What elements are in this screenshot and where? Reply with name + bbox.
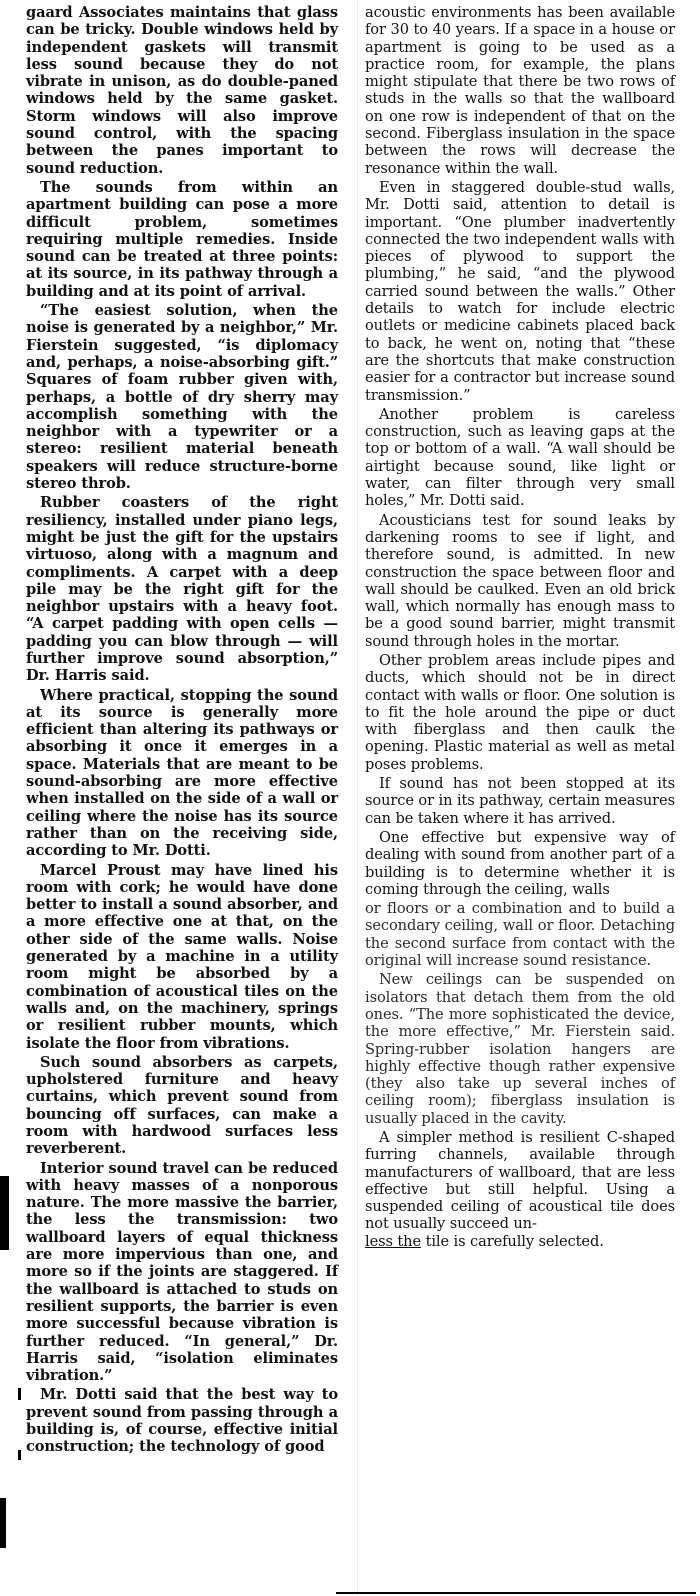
final-tail-text: tile is carefully selected.: [421, 1232, 604, 1250]
paragraph-careless-construction: Another problem is careless construction, such as leaving gaps at the top or bottom of a wall. “A wall should be airtight because sound, like light or water, can filter through very small holes,” Mr. Dotti said.: [365, 405, 675, 510]
right-column: [365, 4, 675, 1252]
scan-edge-mark: [0, 1498, 6, 1548]
paragraph-rubber-coasters: Rubber coasters of the right resiliency, installed under piano legs, might be just the gift for the upstairs virtuoso, along with a magnum and compliments. A carpet with a deep pile may be the right gift for the neighbor upstairs with a heavy foot. “A carpet padding with open cells — padding you can blow through — will further improve sound absorption,” Dr. Harris said.: [26, 494, 338, 685]
paragraph-sound-leaks: Acousticians test for sound leaks by darkening rooms to see if light, and therefore sound, is admitted. In new construction the space between floor and wall should be caulked. Even an old brick wall, which normally has enough mass to be a good sound barrier, might transmit sound through holes in the mortar.: [365, 511, 675, 650]
paragraph-absorbers: Such sound absorbers as carpets, upholstered furniture and heavy curtains, which prevent sound from bouncing off surfaces, can make a room with hardwood surfaces less reverberent.: [26, 1053, 338, 1158]
paragraph-stopping-source: Where practical, stopping the sound at its source is generally more efficient than altering its pathways or absorbing it once it emerges in a space. Materials that are meant to be sound-absorbing are more effective when installed on the side of a wall or ceiling where the noise has its source rather than on the receiving side, according to Mr. Dotti.: [26, 686, 338, 860]
paragraph-isolators: New ceilings can be suspended on isolators that detach them from the old ones. “The more sophisticated the device, the more effective,” Mr. Fierstein said. Spring-rubber isolation hangers are highly effective though rather expensive (they also take up several inches of ceiling room); fiberglass insulation is usually placed in the cavity.: [365, 971, 675, 1127]
furring-channels-text: A simpler method is resilient C-shaped furring channels, available through manufacturers of wallboard, that are less effective but still helpful. Using a suspended ceiling of acoustical tile does not usually succeed un-: [365, 1129, 675, 1233]
paragraph-interior-travel: Interior sound travel can be reduced with heavy masses of a nonporous nature. The more massive the barrier, the less the transmission: two wallboard layers of equal thickness are more impervious than one, and more so if the joints are staggered. If the wallboard is attached to studs on resilient supports, the barrier is even more successful because vibration is further reduced. “In general,” Dr. Harris said, “isolation eliminates vibration.”: [26, 1159, 338, 1385]
bottom-rule: [336, 1592, 696, 1594]
paragraph-apartment-sounds: The sounds from within an apartment building can pose a more difficult problem, sometimes requiring multiple remedies. Inside sound can be treated at three points: at its source, in its pathway through a building and at its point of arrival.: [26, 178, 338, 300]
paragraph-initial-construction: Mr. Dotti said that the best way to prevent sound from passing through a building is, of course, effective initial construction; the technology of good: [26, 1386, 338, 1456]
scan-speck: [18, 1450, 21, 1460]
left-column: [26, 4, 338, 1458]
paragraph-glass: gaard Associates maintains that glass can be tricky. Double windows held by independent gaskets will transmit less sound because they do not vibrate in unison, as do double-paned windows held by the same gasket. Storm windows will also improve sound control, with the spacing between the panes important to sound reduction.: [26, 4, 338, 177]
paragraph-expensive-way: One effective but expensive way of dealing with sound from another part of a building is to determine whether it is coming through the ceiling, walls: [365, 828, 675, 898]
paragraph-furring-channels: [365, 1129, 675, 1250]
paragraph-proust: Marcel Proust may have lined his room with cork; he would have done better to install a sound absorber, and a more effective one at that, on the other side of the same walls. Noise generated by a machine in a utility room might be absorbed by a combination of acoustical tiles on the walls and, on the machinery, springs or resilient rubber mounts, which isolate the floor from vibrations.: [26, 861, 338, 1052]
paragraph-arrived: If sound has not been stopped at its source or in its pathway, certain measures can be taken where it has arrived.: [365, 775, 675, 827]
paragraph-pipes-ducts: Other problem areas include pipes and ducts, which should not be in direct contact with walls or floor. One solution is to fit the hole around the pipe or duct with fiberglass and then caulk the opening. Plastic material as well as metal poses problems.: [365, 651, 675, 773]
paragraph-diplomacy: “The easiest solution, when the noise is generated by a neighbor,” Mr. Fierstein suggested, “is diplomacy and, perhaps, a noise-absorbing gift.” Squares of foam rubber given with, perhaps, a bottle of dry sherry may accomplish something with the neighbor with a typewriter or a stereo: resilient material beneath speakers will reduce structure-borne stereo throb.: [26, 302, 338, 493]
paragraph-secondary-ceiling: or floors or a combination and to build a secondary ceiling, wall or floor. Detaching the second surface from contact with the original will increase sound resistance.: [365, 900, 675, 970]
column-divider: [357, 0, 358, 1596]
scan-speck: [18, 1388, 21, 1400]
paragraph-acoustic-environments: acoustic environments has been available for 30 to 40 years. If a space in a house or apartment is going to be used as a practice room, for example, the plans might stipulate that there be two rows of studs in the walls so that the wallboard on one row is independent of that on the second. Fiberglass insulation in the space between the rows will decrease the resonance within the wall.: [365, 4, 675, 177]
underlined-fragment: less the: [365, 1232, 422, 1250]
paragraph-double-stud: Even in staggered double-stud walls, Mr. Dotti said, attention to detail is important. “One plumber inadvertently connected the two independent walls with pieces of plywood to support the plumbing,” he said, “and the plywood carried sound between the walls.” Other details to watch for include electric outlets or medicine cabinets placed back to back, he went on, noting that “these are the shortcuts that make construction easier for a contractor but increase sound transmission.”: [365, 178, 675, 404]
scan-edge-mark: [0, 1176, 9, 1250]
